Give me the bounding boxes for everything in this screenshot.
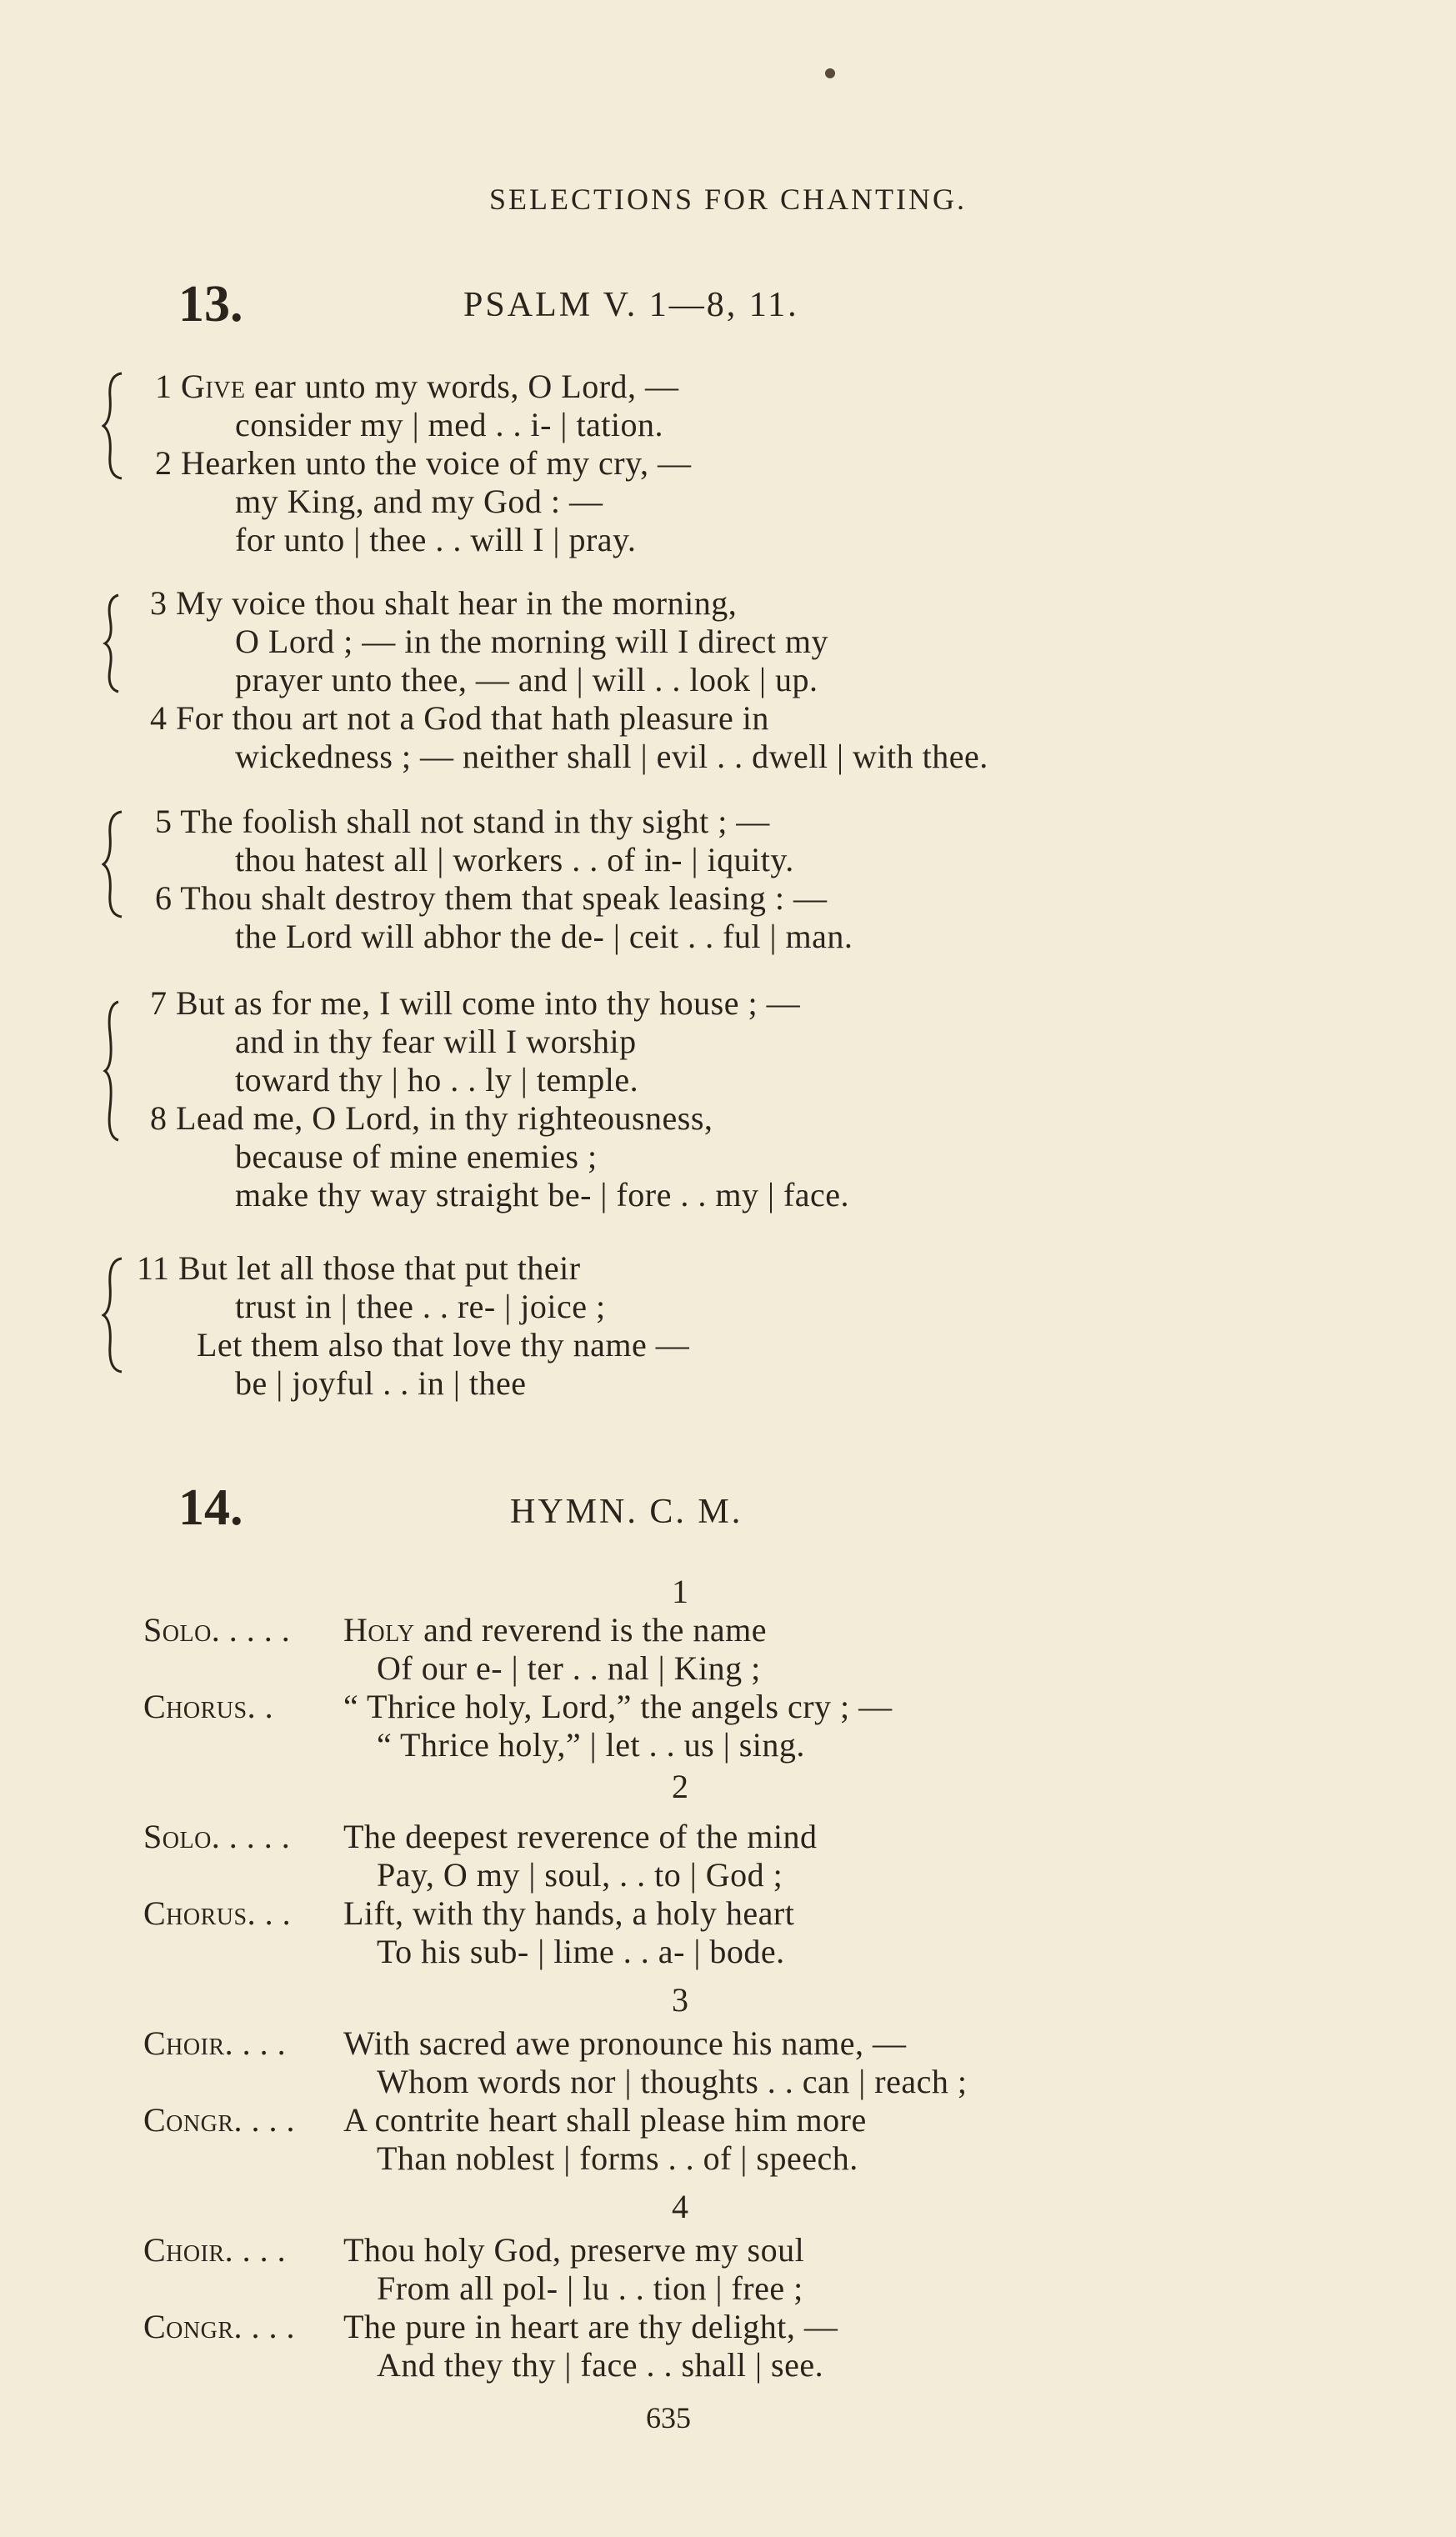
- hymn-line: To his sub- | lime . . a- | bode.: [377, 1933, 785, 1970]
- psalm-verse-line: toward thy | ho . . ly | temple.: [235, 1061, 639, 1098]
- hymn-line: The deepest reverence of the mind: [343, 1818, 818, 1855]
- hymn-line: From all pol- | lu . . tion | free ;: [377, 2269, 803, 2307]
- psalm-verse-line: and in thy fear will I worship: [235, 1023, 637, 1060]
- psalm-verse-line: wickedness ; — neither shall | evil . . dwell | with thee.: [235, 738, 988, 775]
- psalm-verse-line: consider my | med . . i- | tation.: [235, 406, 664, 443]
- psalm-verse-line: the Lord will abhor the de- | ceit . . ful | man.: [235, 918, 853, 955]
- psalm-verse-line: 8 Lead me, O Lord, in thy righteousness,: [150, 1099, 713, 1137]
- psalm-verse-line: my King, and my God : —: [235, 483, 603, 520]
- hymn-line: Holy and reverend is the name: [343, 1611, 767, 1649]
- section-14-number: 14.: [178, 1479, 243, 1536]
- stanza-number: 2: [672, 1768, 688, 1805]
- section-13-number: 13.: [178, 276, 243, 333]
- stanza-number: 3: [672, 1981, 688, 2019]
- page-number: 635: [646, 2401, 691, 2434]
- brace-icon: [102, 810, 125, 918]
- psalm-verse-line: prayer unto thee, — and | will . . look | up.: [235, 661, 818, 698]
- hymn-line: Whom words nor | thoughts . . can | reach ;: [377, 2063, 968, 2100]
- psalm-verse-line: for unto | thee . . will I | pray.: [235, 521, 637, 558]
- psalm-verse-line: be | joyful . . in | thee: [235, 1364, 527, 1402]
- hymn-line: A contrite heart shall please him more: [343, 2101, 867, 2139]
- hymn-line: With sacred awe pronounce his name, —: [343, 2024, 907, 2062]
- psalm-verse-line: 6 Thou shalt destroy them that speak leasing : —: [155, 879, 828, 917]
- brace-icon: [102, 593, 125, 693]
- speaker-label: Solo. . . . .: [143, 1818, 291, 1855]
- psalm-verse-line: 1 Give ear unto my words, O Lord, —: [155, 368, 679, 405]
- hymn-line: Thou holy God, preserve my soul: [343, 2231, 805, 2269]
- running-head: SELECTIONS FOR CHANTING.: [488, 183, 967, 216]
- speaker-label: Chorus. . .: [143, 1894, 292, 1932]
- psalm-verse-line: Let them also that love thy name —: [197, 1326, 690, 1364]
- speaker-label: Congr. . . .: [143, 2101, 296, 2139]
- psalm-verse-line: 4 For thou art not a God that hath pleasure in: [150, 699, 769, 737]
- hymn-line: Pay, O my | soul, . . to | God ;: [377, 1856, 783, 1894]
- psalm-verse-line: 3 My voice thou shalt hear in the morning,: [150, 584, 738, 622]
- hymn-line: Than noblest | forms . . of | speech.: [377, 2139, 858, 2177]
- hymn-line: The pure in heart are thy delight, —: [343, 2308, 838, 2345]
- speaker-label: Chorus. .: [143, 1688, 274, 1725]
- stanza-number: 1: [672, 1573, 688, 1610]
- speaker-label: Choir. . . .: [143, 2024, 287, 2062]
- speaker-label: Congr. . . .: [143, 2308, 296, 2345]
- section-13-title: PSALM V. 1—8, 11.: [463, 286, 799, 324]
- psalm-verse-line: 7 But as for me, I will come into thy house ; —: [150, 984, 801, 1022]
- stanza-number: 4: [672, 2188, 688, 2225]
- brace-icon: [102, 372, 125, 480]
- hymn-line: “ Thrice holy,” | let . . us | sing.: [377, 1726, 805, 1764]
- hymn-line: And they thy | face . . shall | see.: [377, 2346, 824, 2384]
- hymn-line: Lift, with thy hands, a holy heart: [343, 1894, 795, 1932]
- psalm-verse-line: make thy way straight be- | fore . . my | face.: [235, 1176, 850, 1213]
- psalm-verse-line: 2 Hearken unto the voice of my cry, —: [155, 444, 692, 482]
- psalm-verse-line: because of mine enemies ;: [235, 1138, 598, 1175]
- ink-mark: [825, 68, 835, 78]
- brace-icon: [102, 1000, 125, 1142]
- brace-icon: [102, 1257, 125, 1374]
- hymn-line: “ Thrice holy, Lord,” the angels cry ; —: [343, 1688, 893, 1725]
- speaker-label: Choir. . . .: [143, 2231, 287, 2269]
- hymn-line: Of our e- | ter . . nal | King ;: [377, 1649, 761, 1687]
- psalm-verse-line: 11 But let all those that put their: [137, 1249, 581, 1287]
- speaker-label: Solo. . . . .: [143, 1611, 291, 1649]
- section-14-title: HYMN. C. M.: [510, 1493, 743, 1531]
- psalm-verse-line: O Lord ; — in the morning will I direct my: [235, 623, 828, 660]
- psalm-verse-line: trust in | thee . . re- | joice ;: [235, 1288, 606, 1325]
- psalm-verse-line: 5 The foolish shall not stand in thy sight ; —: [155, 803, 770, 840]
- psalm-verse-line: thou hatest all | workers . . of in- | iquity.: [235, 841, 794, 878]
